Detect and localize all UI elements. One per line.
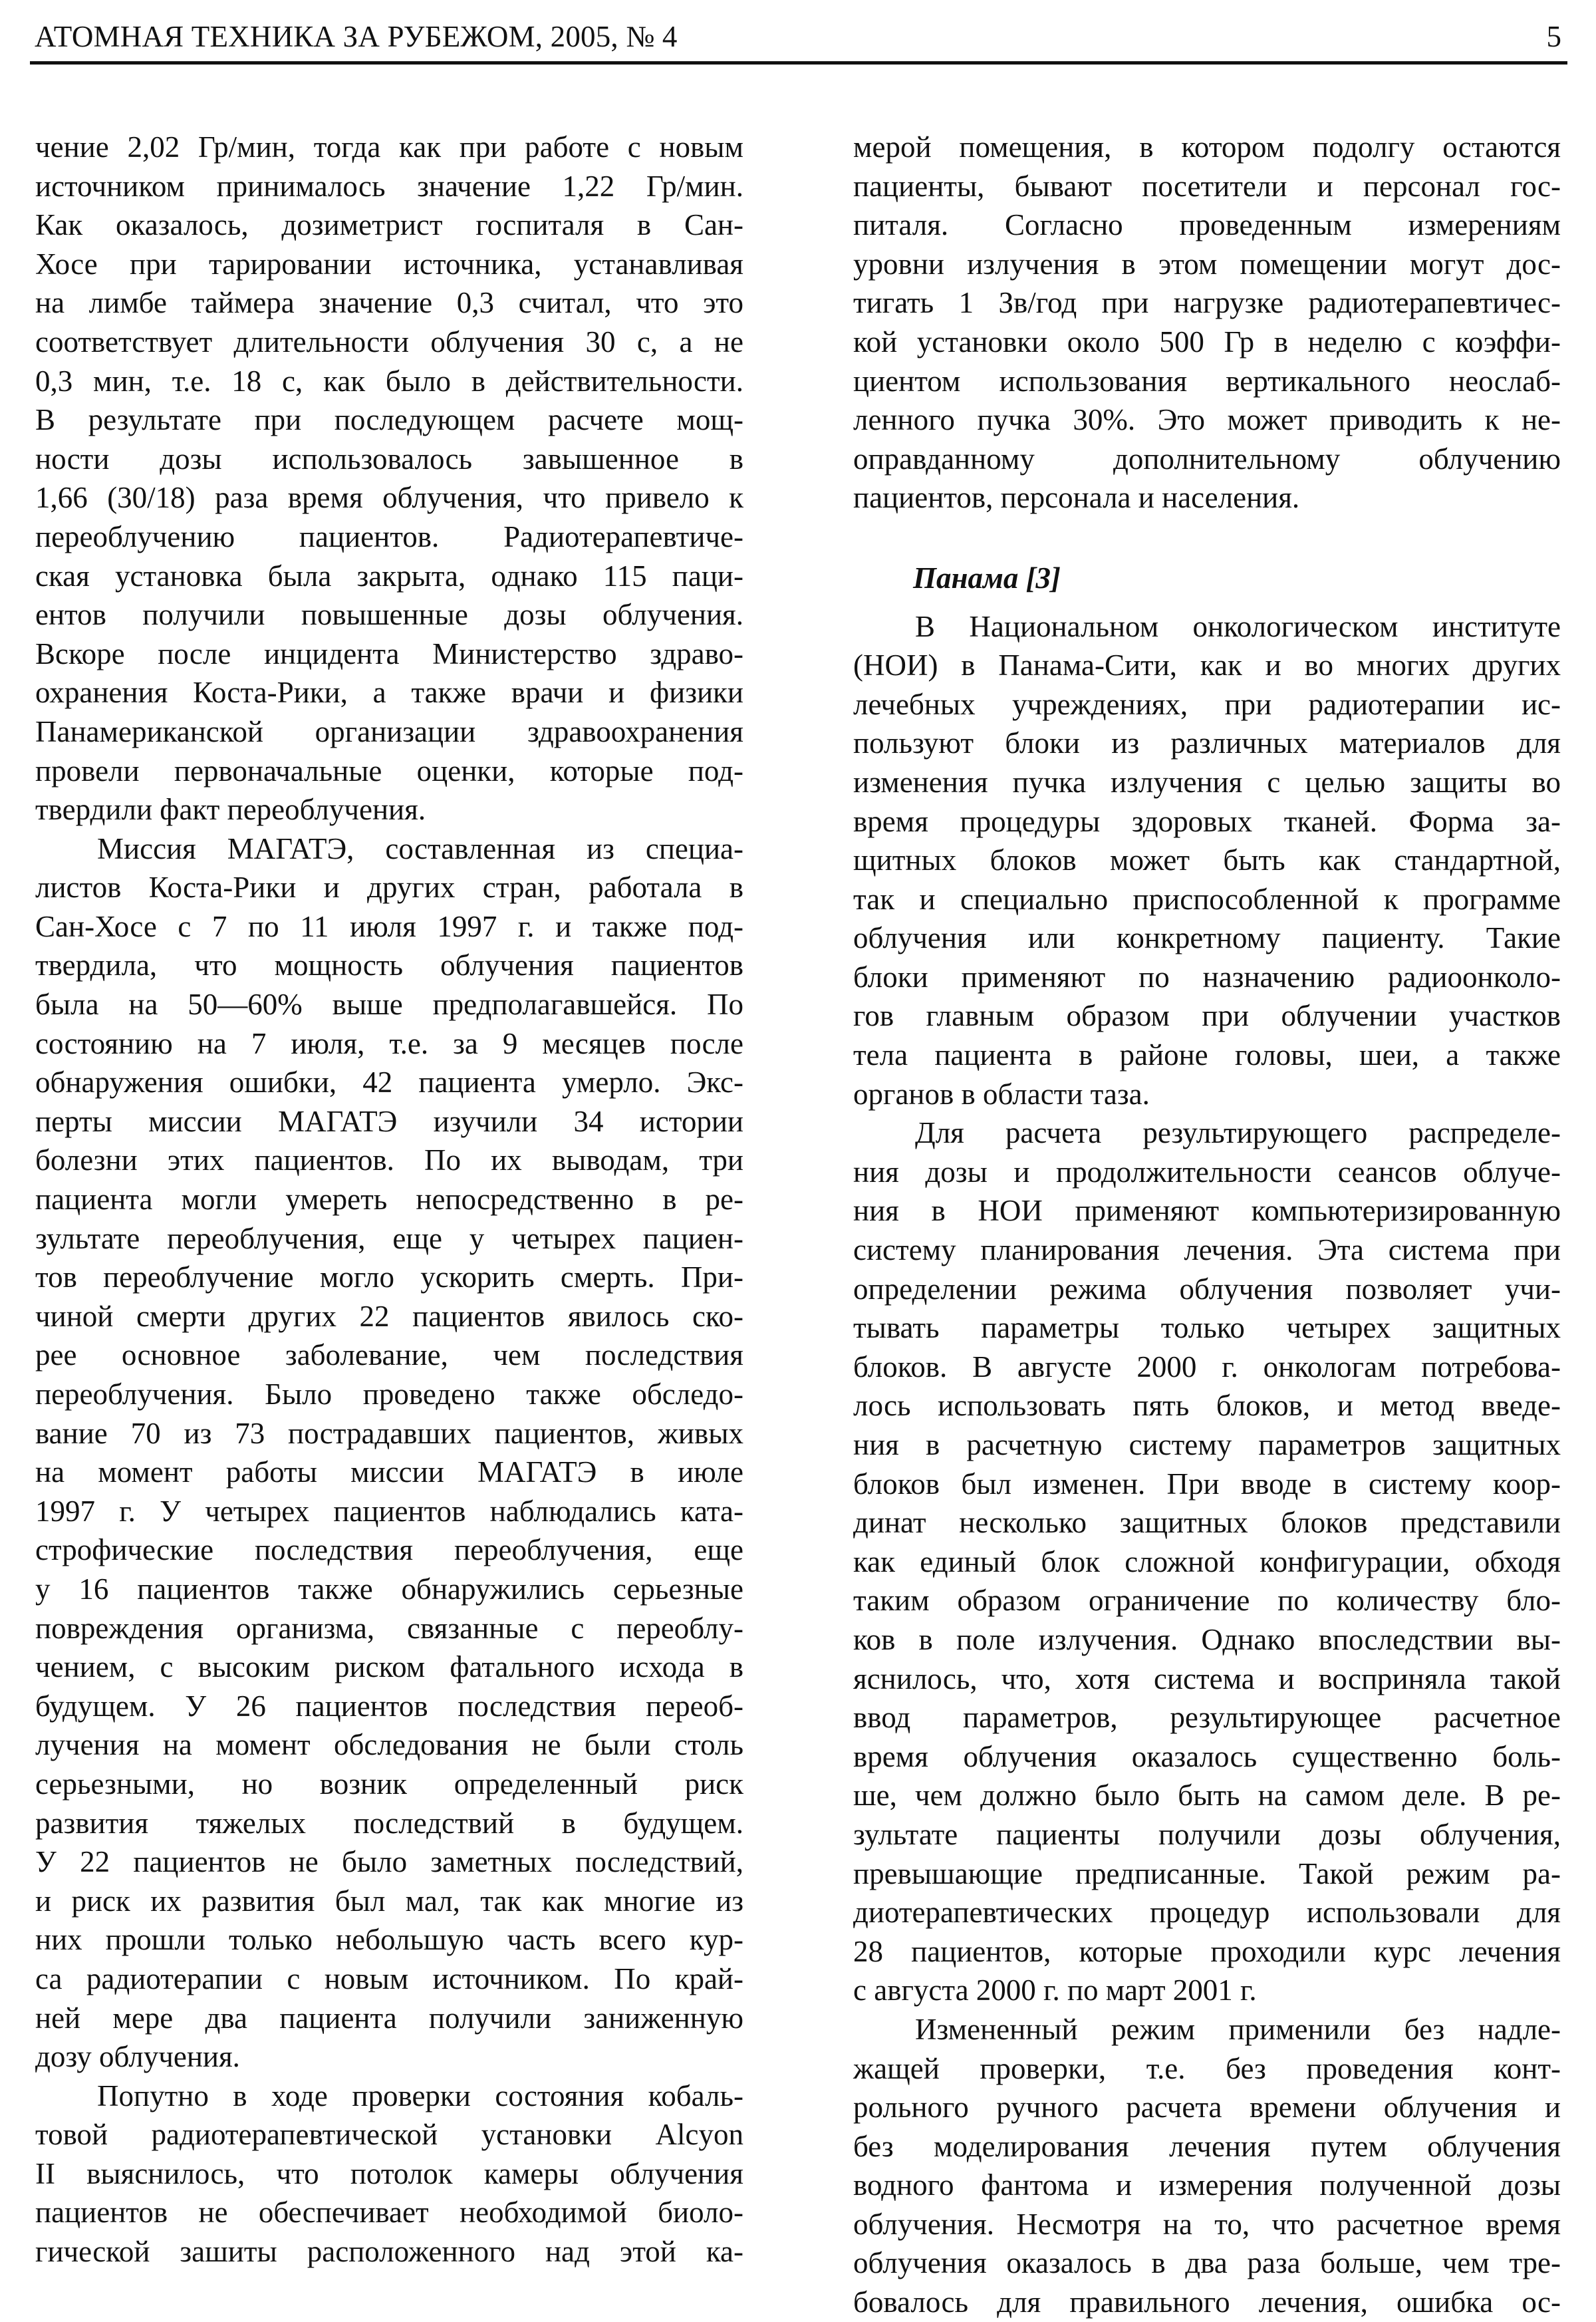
text-line: была на 50—60% выше предполагавшейся. По: [35, 988, 743, 1022]
paragraph: [35, 2077, 743, 2271]
text-line: время процедуры здоровых тканей. Форма за-: [853, 804, 1561, 838]
text-line: ленного пучка 30%. Это может приводить к не-: [853, 403, 1561, 437]
text-line: тела пациента в районе головы, шеи, а также: [853, 1038, 1561, 1072]
text-line: соответствует длительности облучения 30 с, а не: [35, 325, 743, 359]
text-line: них прошли только небольшую часть всего кур-: [35, 1923, 743, 1957]
text-line: переоблучения. Было проведено также обследо-: [35, 1378, 743, 1411]
text-line: облучения. Несмотря на то, что расчетное время: [853, 2207, 1561, 2241]
text-line: Как оказалось, дозиметрист госпиталя в Сан-: [35, 208, 743, 242]
text-line: 1997 г. У четырех пациентов наблюдались ката-: [35, 1494, 743, 1528]
text-line: рее основное заболевание, чем последствия: [35, 1338, 743, 1372]
paragraph: [853, 2010, 1561, 2322]
text-line: В Национальном онкологическом институте: [915, 609, 1561, 643]
text-line: с августа 2000 г. по март 2001 г.: [853, 1973, 1257, 2007]
text-line: лечебных учреждениях, при радиотерапии ис-: [853, 687, 1561, 721]
text-line: гической зашиты расположенного над этой ка-: [35, 2235, 743, 2269]
text-line: на момент работы миссии МАГАТЭ в июле: [35, 1455, 743, 1489]
paragraph: [35, 829, 743, 2077]
text-line: щитных блоков может быть как стандартной,: [853, 843, 1561, 877]
text-line: облучения или конкретному пациенту. Такие: [853, 921, 1561, 955]
text-line: са радиотерапии с новым источником. По край-: [35, 1961, 743, 1995]
text-line: оправданному дополнительному облучению: [853, 442, 1561, 476]
text-line: как единый блок сложной конфигурации, обходя: [853, 1544, 1561, 1578]
text-line: блоков был изменен. При вводе в систему коор-: [853, 1467, 1561, 1501]
text-line: 0,3 мин, т.е. 18 с, как было в действительности.: [35, 364, 743, 398]
text-line: лось использовать пять блоков, и метод введе-: [853, 1389, 1561, 1423]
text-line: изменения пучка излучения с целью защиты во: [853, 765, 1561, 799]
text-line: время облучения оказалось существенно боль-: [853, 1739, 1561, 1773]
text-line: рольного ручного расчета времени облучения и: [853, 2091, 1561, 2124]
text-line: состоянию на 7 июля, т.е. за 9 месяцев после: [35, 1026, 743, 1060]
text-line: яснилось, что, хотя система и восприняла такой: [853, 1662, 1561, 1695]
text-line: ская установка была закрыта, однако 115 паци-: [35, 559, 743, 593]
text-line: органов в области таза.: [853, 1077, 1150, 1111]
text-line: Миссия МАГАТЭ, составленная из специа-: [97, 831, 743, 865]
text-line: ввод параметров, результирующее расчетное: [853, 1701, 1561, 1735]
header-rule: [30, 61, 1567, 65]
section-spacer: [853, 517, 1561, 557]
paragraph: [853, 128, 1561, 517]
text-line: без моделирования лечения путем облучения: [853, 2129, 1561, 2163]
text-line: тывать параметры только четырех защитных: [853, 1311, 1561, 1345]
text-line: блоков. В августе 2000 г. онкологам потребова-: [853, 1350, 1561, 1383]
text-line: ше, чем должно было быть на самом деле. В ре-: [853, 1779, 1561, 1813]
section-heading: Панама [3]: [913, 561, 1061, 595]
text-line: систему планирования лечения. Эта система при: [853, 1233, 1561, 1267]
text-line: ния в расчетную систему параметров защитных: [853, 1428, 1561, 1461]
text-line: чением, с высоким риском фатального исхода в: [35, 1650, 743, 1684]
text-line: перты миссии МАГАТЭ изучили 34 истории: [35, 1104, 743, 1138]
text-line: ности дозы использовалось завышенное в: [35, 442, 743, 476]
text-line: питаля. Согласно проведенным измерениям: [853, 208, 1561, 242]
text-line: пациента могли умереть непосредственно в ре-: [35, 1183, 743, 1217]
text-line: повреждения организма, связанные с переоблу-: [35, 1611, 743, 1645]
text-line: пользуют блоки из различных материалов для: [853, 726, 1561, 760]
text-line: 1,66 (30/18) раза время облучения, что привело к: [35, 481, 743, 515]
text-line: определении режима облучения позволяет учи-: [853, 1272, 1561, 1306]
text-line: тигать 1 Зв/год при нагрузке радиотерапевтичес-: [853, 286, 1561, 320]
text-line: строфические последствия переоблучения, еще: [35, 1533, 743, 1567]
text-line: Хосе при тарировании источника, устанавливая: [35, 247, 743, 281]
text-line: у 16 пациентов также обнаружились серьезные: [35, 1572, 743, 1606]
text-line: гов главным образом при облучении участков: [853, 999, 1561, 1033]
text-line: серьезными, но возник определенный риск: [35, 1767, 743, 1801]
left-column: [35, 128, 743, 2271]
text-line: и риск их развития был мал, так как многие из: [35, 1884, 743, 1918]
text-line: чение 2,02 Гр/мин, тогда как при работе с новым: [35, 130, 743, 164]
text-line: зультате пациенты получили дозы облучения,: [853, 1817, 1561, 1851]
text-line: пациентов, персонала и населения.: [853, 481, 1300, 515]
text-line: Панамериканской организации здравоохранения: [35, 714, 743, 748]
text-line: твердила, что мощность облучения пациентов: [35, 948, 743, 982]
text-line: пациенты, бывают посетители и персонал гос-: [853, 169, 1561, 203]
paragraph: [35, 128, 743, 829]
text-line: превышающие предписанные. Такой режим ра-: [853, 1856, 1561, 1890]
text-line: переоблучению пациентов. Радиотерапевтиче-: [35, 519, 743, 553]
text-line: чиной смерти других 22 пациентов явилось ско-: [35, 1299, 743, 1333]
journal-title: АТОМНАЯ ТЕХНИКА ЗА РУБЕЖОМ, 2005, № 4: [35, 20, 678, 53]
text-line: Для расчета результирующего распределе-: [915, 1116, 1561, 1150]
text-line: мерой помещения, в котором подолгу остаются: [853, 130, 1561, 164]
text-line: (НОИ) в Панама-Сити, как и во многих других: [853, 649, 1561, 682]
text-line: товой радиотерапевтической установки Alcyon: [35, 2118, 743, 2152]
paragraph: [853, 1113, 1561, 2010]
text-line: ния в НОИ применяют компьютеризированную: [853, 1194, 1561, 1228]
text-line: так и специально приспособленной к программе: [853, 882, 1561, 916]
text-line: II выяснилось, что потолок камеры облучения: [35, 2156, 743, 2190]
text-line: дозу облучения.: [35, 2040, 240, 2074]
paragraph: [853, 607, 1561, 1114]
text-line: листов Коста-Рики и других стран, работала в: [35, 871, 743, 905]
text-line: 28 пациентов, которые проходили курс лечения: [853, 1934, 1561, 1968]
text-line: циентом использования вертикального неослаб-: [853, 364, 1561, 398]
text-line: ентов получили повышенные дозы облучения.: [35, 598, 743, 632]
text-line: динат несколько защитных блоков представили: [853, 1506, 1561, 1540]
text-line: ния дозы и продолжительности сеансов облуче-: [853, 1155, 1561, 1189]
page-number: 5: [1546, 20, 1561, 53]
text-line: источником принималось значение 1,22 Гр/мин.: [35, 169, 743, 203]
text-line: развития тяжелых последствий в будущем.: [35, 1806, 743, 1840]
text-line: У 22 пациентов не было заметных последствий,: [35, 1845, 743, 1879]
text-line: бовалось для правильного лечения, ошибка ос-: [853, 2285, 1561, 2319]
text-line: вание 70 из 73 пострадавших пациентов, живых: [35, 1416, 743, 1450]
text-line: Измененный режим применили без надле-: [915, 2012, 1561, 2046]
text-line: облучения оказалось в два раза больше, чем тре-: [853, 2246, 1561, 2280]
text-line: тов переоблучение могло ускорить смерть. При-: [35, 1260, 743, 1294]
text-line: охранения Коста-Рики, а также врачи и физики: [35, 676, 743, 710]
right-column: [853, 128, 1561, 2322]
text-line: водного фантома и измерения полученной дозы: [853, 2168, 1561, 2202]
text-line: ней мере два пациента получили заниженную: [35, 2001, 743, 2035]
text-line: диотерапевтических процедур использовали для: [853, 1896, 1561, 1930]
text-line: болезни этих пациентов. По их выводам, три: [35, 1143, 743, 1177]
text-line: В результате при последующем расчете мощ-: [35, 403, 743, 437]
text-line: пациентов не обеспечивает необходимой биоло-: [35, 2196, 743, 2230]
text-line: провели первоначальные оценки, которые под-: [35, 754, 743, 788]
text-line: зультате переоблучения, еще у четырех пациен-: [35, 1221, 743, 1255]
text-line: твердили факт переоблучения.: [35, 793, 426, 827]
text-line: Вскоре после инцидента Министерство здраво-: [35, 637, 743, 670]
text-line: на лимбе таймера значение 0,3 считал, что это: [35, 286, 743, 320]
text-line: обнаружения ошибки, 42 пациента умерло. Экс-: [35, 1066, 743, 1099]
text-line: уровни излучения в этом помещении могут дос-: [853, 247, 1561, 281]
running-header: [0, 0, 1596, 67]
text-line: ков в поле излучения. Однако впоследствии вы-: [853, 1622, 1561, 1656]
text-line: Сан-Хосе с 7 по 11 июля 1997 г. и также под-: [35, 909, 743, 943]
text-line: блоки применяют по назначению радиоонколо-: [853, 960, 1561, 994]
text-line: таким образом ограничение по количеству бло-: [853, 1584, 1561, 1618]
text-line: жащей проверки, т.е. без проведения конт-: [853, 2051, 1561, 2085]
text-line: будущем. У 26 пациентов последствия переоб-: [35, 1689, 743, 1723]
text-line: Попутно в ходе проверки состояния кобаль-: [97, 2079, 743, 2112]
text-line: кой установки около 500 Гр в неделю с коэффи-: [853, 325, 1561, 359]
text-line: лучения на момент обследования не были столь: [35, 1728, 743, 1762]
